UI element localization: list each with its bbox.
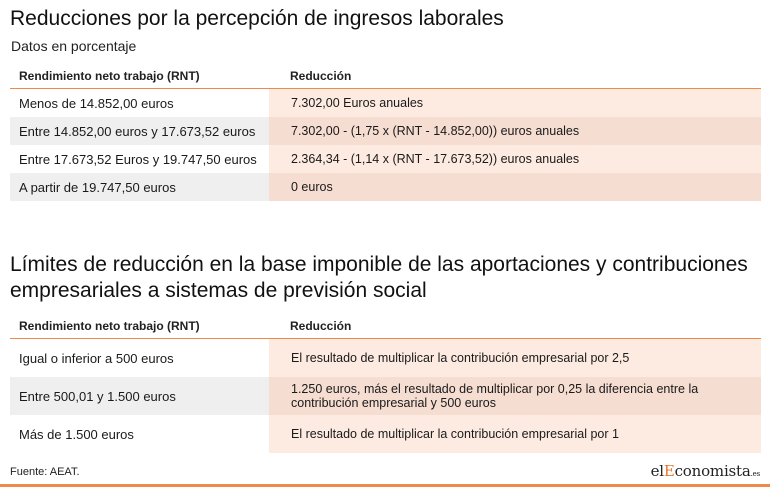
row-value: El resultado de multiplicar la contribución empresarial por 2,5 (269, 339, 761, 377)
logo-domain: .es (750, 470, 760, 478)
table-row (10, 173, 761, 201)
table2-header-reduccion: Reducción (290, 319, 352, 333)
row-value: 2.364,34 - (1,14 x (RNT - 17.673,52)) euros anuales (269, 145, 761, 173)
row-value: El resultado de multiplicar la contribución empresarial por 1 (269, 415, 761, 453)
logo-prefix: el (650, 462, 664, 480)
table2 (10, 314, 761, 453)
table-row (10, 339, 761, 377)
row-value: 1.250 euros, más el resultado de multiplicar por 0,25 la diferencia entre la contribución empresarial y 500 euros (269, 377, 761, 415)
table2-title: Límites de reducción en la base imponible de las aportaciones y contribuciones empresariales a sistemas de previsión social (10, 253, 748, 302)
row-label: Entre 500,01 y 1.500 euros (10, 377, 269, 415)
logo-highlight: E (663, 462, 675, 480)
table1 (10, 64, 761, 201)
logo-suffix: conomista (674, 462, 751, 480)
row-label: Igual o inferior a 500 euros (10, 339, 269, 377)
table1-header (10, 64, 761, 89)
table1-subtitle: Datos en porcentaje (11, 38, 137, 54)
table-row (10, 415, 761, 453)
table2-header (10, 314, 761, 339)
row-label: Entre 14.852,00 euros y 17.673,52 euros (10, 117, 269, 145)
table-row (10, 117, 761, 145)
row-value: 7.302,00 - (1,75 x (RNT - 14.852,00)) euros anuales (269, 117, 761, 145)
source-note: Fuente: AEAT. (10, 466, 80, 478)
row-label: Menos de 14.852,00 euros (10, 89, 269, 117)
row-value: 0 euros (269, 173, 761, 201)
table-row (10, 377, 761, 415)
table2-header-rnt: Rendimiento neto trabajo (RNT) (19, 319, 200, 333)
table-row (10, 89, 761, 117)
row-value: 7.302,00 Euros anuales (269, 89, 761, 117)
row-label: Más de 1.500 euros (10, 415, 269, 453)
table-row (10, 145, 761, 173)
table1-title: Reducciones por la percepción de ingresos laborales (10, 7, 504, 30)
table1-header-reduccion: Reducción (290, 69, 352, 83)
row-label: A partir de 19.747,50 euros (10, 173, 269, 201)
bottom-accent-rule (0, 484, 770, 487)
publisher-logo (651, 462, 760, 480)
table1-header-rnt: Rendimiento neto trabajo (RNT) (19, 69, 200, 83)
row-label: Entre 17.673,52 Euros y 19.747,50 euros (10, 145, 269, 173)
